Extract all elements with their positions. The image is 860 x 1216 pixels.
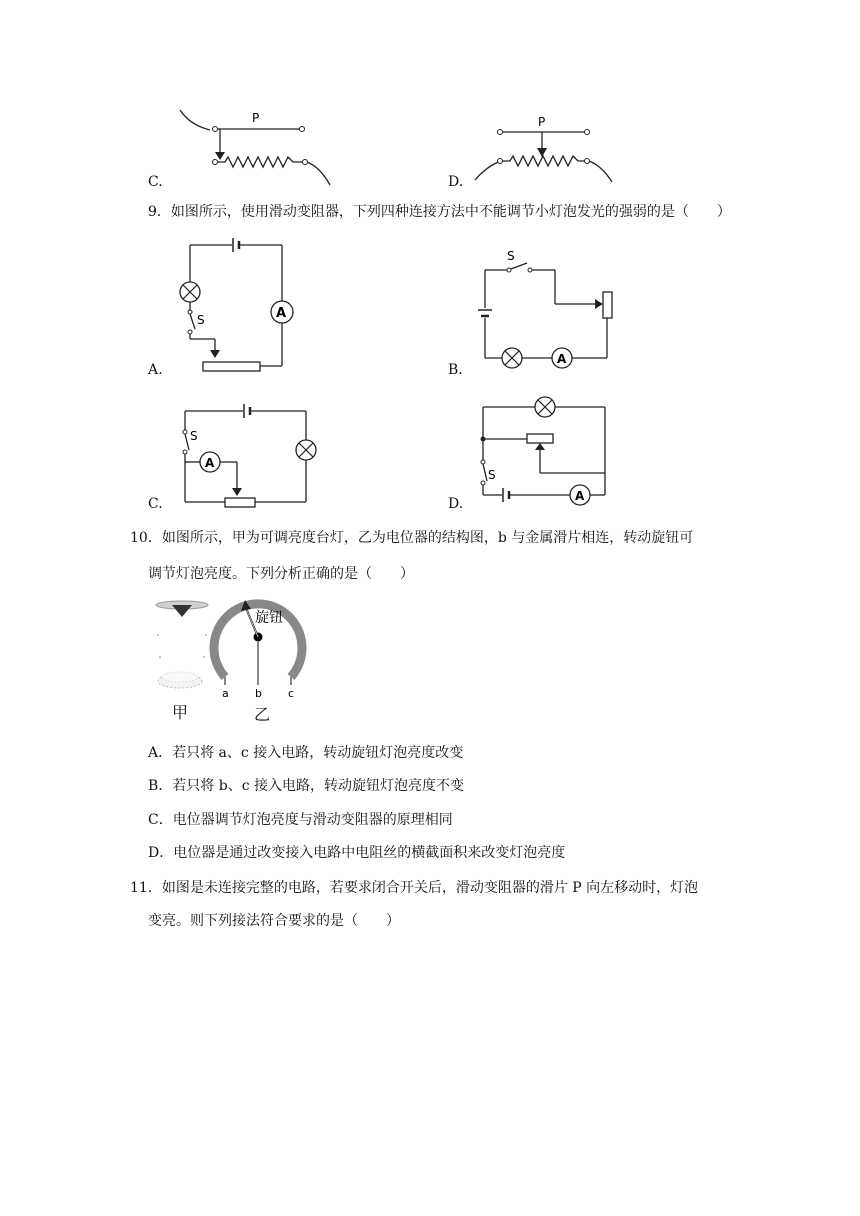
q10-option-b: B．若只将 b、c 接入电路，转动旋钮灯泡亮度不变 xyxy=(148,778,464,794)
q9-question-text: 9．如图所示，使用滑动变阻器，下列四种连接方法中不能调节小灯泡发光的强弱的是（ ） xyxy=(148,204,731,220)
q11-question-line2: 变亮。则下列接法符合要求的是（ ） xyxy=(148,913,400,929)
q10-question-line2: 调节灯泡亮度。下列分析正确的是（ ） xyxy=(148,566,414,582)
q10-option-c: C．电位器调节灯泡亮度与滑动变阻器的原理相同 xyxy=(148,812,453,828)
q10-option-a: A．若只将 a、c 接入电路，转动旋钮灯泡亮度改变 xyxy=(148,745,464,761)
q9d-switch-label: S xyxy=(488,468,496,482)
q9-option-d-circuit xyxy=(475,395,615,510)
q9-option-a-circuit xyxy=(175,235,300,375)
q10-terminal-a: a xyxy=(222,687,229,700)
q9-option-a-label: A. xyxy=(148,362,163,378)
q10-terminal-c: c xyxy=(288,687,295,700)
q9c-switch-label: S xyxy=(190,429,198,443)
q10-knob-label: 旋钮 xyxy=(255,610,283,626)
q10-potentiometer-figure xyxy=(205,590,310,705)
q8-option-d-label: D. xyxy=(448,174,464,190)
q10-caption-jia: 甲 xyxy=(172,703,189,722)
q10-question-line1: 10．如图所示，甲为可调亮度台灯，乙为电位器的结构图，b 与金属滑片相连，转动旋钮可 xyxy=(130,530,694,546)
q8-option-c-label: C. xyxy=(148,174,163,190)
q9a-ammeter-label: A xyxy=(276,306,287,321)
q9b-ammeter-label: A xyxy=(557,352,567,366)
q9b-switch-label: S xyxy=(507,249,515,263)
q9-option-c-circuit xyxy=(175,402,315,512)
q8-option-d-diagram xyxy=(470,110,620,190)
q9a-switch-label: S xyxy=(197,313,205,327)
q8-d-slider-label: P xyxy=(538,115,546,129)
q9-option-b-label: B. xyxy=(448,362,463,378)
q11-question-line1: 11．如图是未连接完整的电路，若要求闭合开关后，滑动变阻器的滑片 P 向左移动时，灯泡 xyxy=(130,880,699,896)
q8-option-c-diagram xyxy=(170,105,340,190)
q9c-ammeter-label: A xyxy=(205,456,215,470)
q10-caption-yi: 乙 xyxy=(254,705,271,724)
q9-option-b-circuit xyxy=(475,248,620,373)
q10-terminal-b: b xyxy=(255,687,262,700)
q10-option-d: D．电位器是通过改变接入电路中电阻丝的横截面积来改变灯泡亮度 xyxy=(148,845,566,861)
q9-option-d-label: D. xyxy=(448,496,464,512)
q9-option-c-label: C. xyxy=(148,496,163,512)
q9d-ammeter-label: A xyxy=(575,489,585,503)
q8-c-slider-label: P xyxy=(252,111,260,125)
